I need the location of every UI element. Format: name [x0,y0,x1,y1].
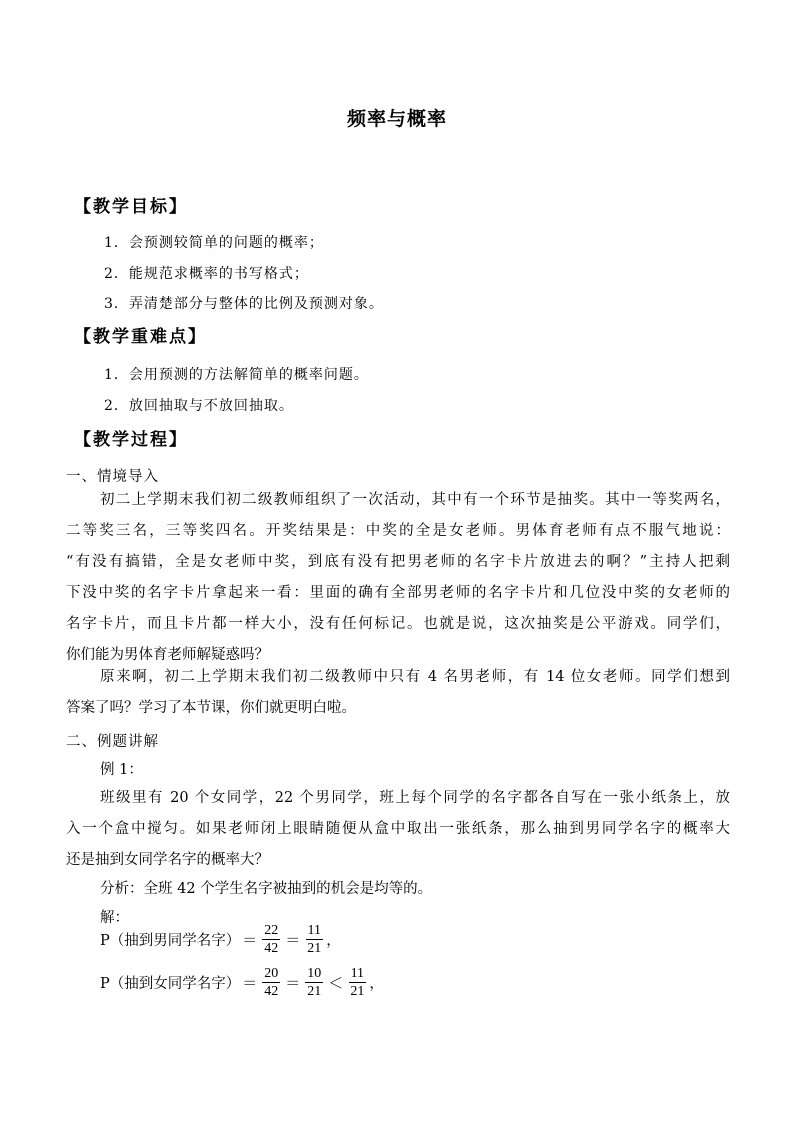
section-heading-goals: 【教学目标】 [74,197,188,217]
probability-formula-boys [100,922,341,957]
fraction-numerator: 11 [350,966,365,981]
intro-paragraph-1 [66,485,730,671]
text-line: 原来啊，初二上学期末我们初二级教师中只有 4 名男老师，有 14 位女老师。同学们想到 [100,669,730,685]
fraction-numerator: 22 [264,923,279,938]
equals-sign: ＝ [242,931,258,949]
key-point-item-1: 1．会用预测的方法解简单的概率问题。 [104,367,369,383]
text-line: 还是抽到女同学名字的概率大？ [66,852,269,868]
goal-item-2: 2．能规范求概率的书写格式； [104,266,309,282]
fraction-denominator: 21 [307,984,322,999]
text-line: 名字卡片，而且卡片都一样大小，没有任何标记。也就是说，这次抽奖是公平游戏。同学们， [66,616,730,632]
less-than-sign: ＜ [328,974,344,992]
solution-label: 解： [100,910,129,926]
subsection-heading-intro: 一、情境导入 [66,469,159,485]
fraction-denominator: 21 [350,984,365,999]
formula-label: P（抽到女同学名字） [100,976,241,992]
section-heading-key-points: 【教学重难点】 [74,327,207,347]
text-line: 你们能为男体育老师解疑惑吗？ [66,647,269,663]
fraction-denominator: 42 [264,941,279,956]
equals-sign: ＝ [285,931,301,949]
text-line: 初二上学期末我们初二级教师组织了一次活动，其中有一个环节是抽奖。其中一等奖两名， [100,492,730,508]
page-title: 频率与概率 [346,108,447,130]
text-line: 下没中奖的名字卡片拿起来一看：里面的确有全部男老师的名字卡片和几位没中奖的女老师的 [66,585,730,601]
section-heading-process: 【教学过程】 [74,430,188,450]
example-label: 例 1： [100,762,143,778]
fraction-denominator: 42 [264,984,279,999]
text-line: 入一个盒中搅匀。如果老师闭上眼睛随便从盒中取出一张纸条，那么抽到男同学名字的概率大 [66,821,730,837]
key-point-item-2: 2．放回抽取与不放回抽取。 [104,398,294,414]
formula-label: P（抽到男同学名字） [100,933,241,949]
formula-comma: ， [326,933,341,949]
goal-item-1: 1．会预测较简单的问题的概率； [104,235,324,251]
equals-sign: ＝ [242,974,258,992]
example-problem [66,783,730,876]
intro-paragraph-2 [66,662,730,724]
fraction [305,965,323,1000]
goal-item-3: 3．弄清楚部分与整体的比例及预测对象。 [104,296,384,312]
text-line: 二等奖三名，三等奖四名。开奖结果是：中奖的全是女老师。男体育老师有点不服气地说： [66,523,730,539]
analysis-text: 分析：全班 42 个学生名字被抽到的机会是均等的。 [100,881,433,897]
probability-formula-girls [100,965,384,1000]
formula-comma: ， [369,976,384,992]
fraction-numerator: 11 [307,923,322,938]
fraction-numerator: 20 [264,966,279,981]
fraction [262,922,280,957]
fraction [262,965,280,1000]
fraction-numerator: 10 [307,966,322,981]
fraction [305,922,323,957]
text-line: 答案了吗？学习了本节课，你们就更明白啦。 [66,700,356,716]
subsection-heading-examples: 二、例题讲解 [66,734,159,750]
fraction [348,965,366,1000]
fraction-denominator: 21 [307,941,322,956]
equals-sign: ＝ [285,974,301,992]
text-line: “有没有搞错，全是女老师中奖，到底有没有把男老师的名字卡片放进去的啊？”主持人把剩 [66,554,730,570]
text-line: 班级里有 20 个女同学，22 个男同学，班上每个同学的名字都各自写在一张小纸条上，放 [100,790,730,806]
